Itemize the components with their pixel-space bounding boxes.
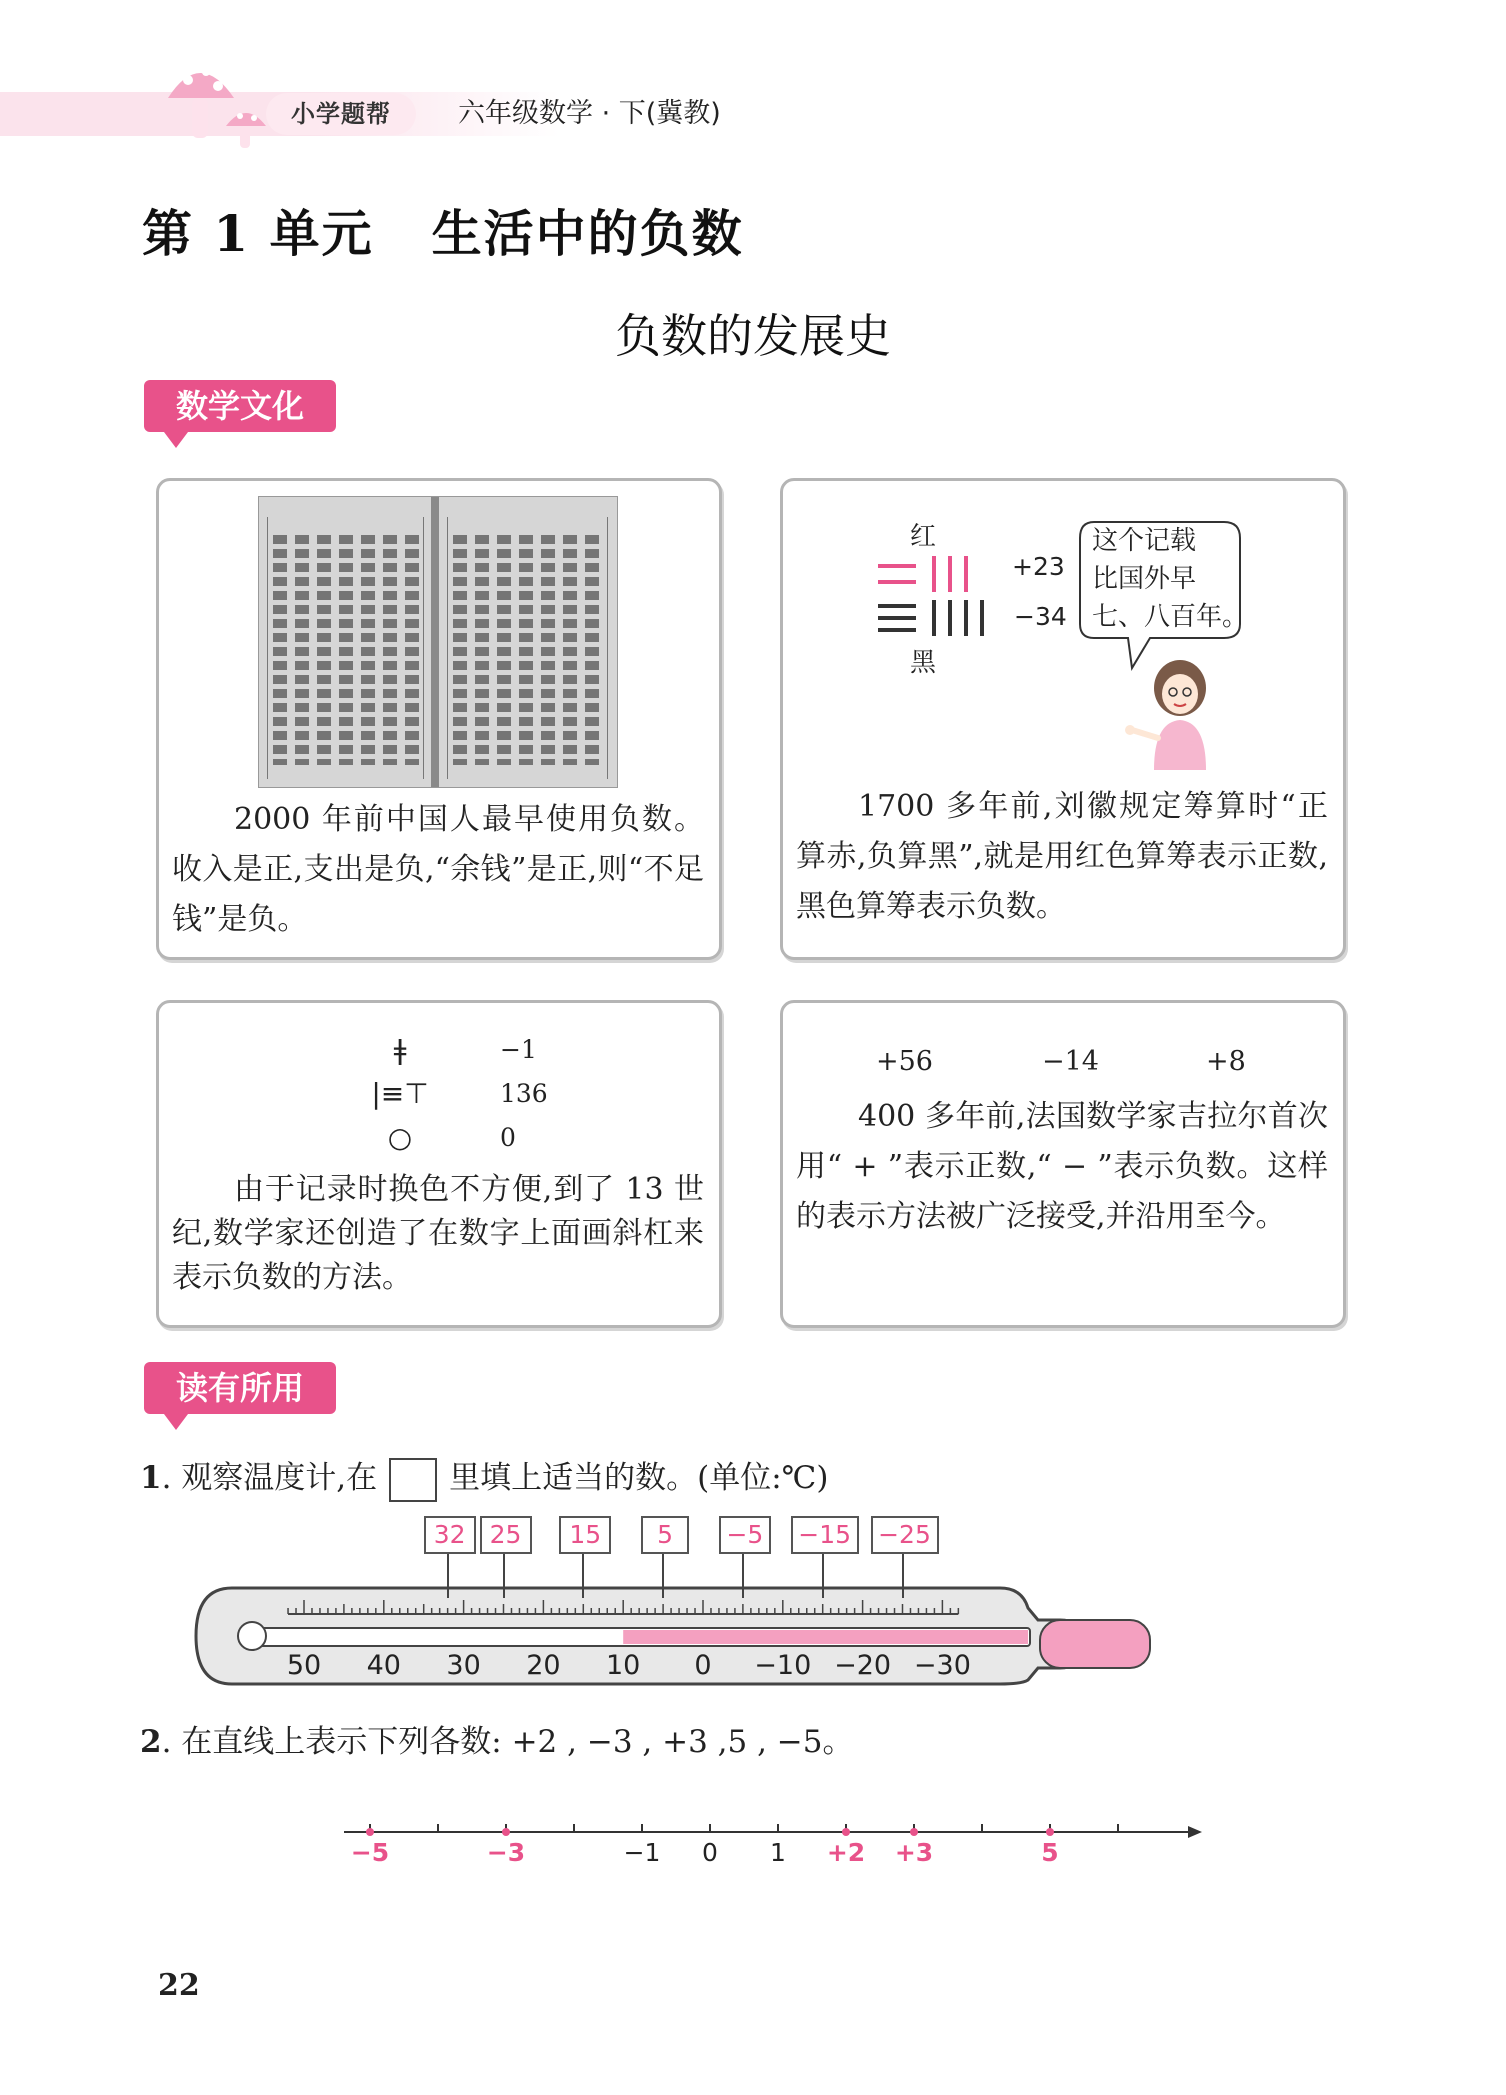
example-plus8: +8 [1206, 1046, 1246, 1077]
question1-text: 1. 观察温度计,在 里填上适当的数。(单位:℃) [140, 1452, 828, 1502]
answer-box[interactable]: −25 [871, 1516, 939, 1554]
number-line-point [1046, 1828, 1054, 1836]
card1-text: 2000 年前中国人最早使用负数。收入是正,支出是负,“余钱”是正,则“不足钱”是负。 [172, 802, 704, 937]
ancient-book-image [258, 496, 618, 788]
symbol-neg1: ǂ [393, 1033, 407, 1066]
scale-label: 10 [606, 1650, 641, 1681]
scale-label: 20 [526, 1650, 561, 1681]
number-line-point [366, 1828, 374, 1836]
scale-label: −10 [754, 1650, 812, 1681]
scale-label: −20 [834, 1650, 892, 1681]
mushroom-logo-icon [160, 54, 280, 154]
answer-leader-line [902, 1554, 904, 1598]
number-line-label: 5 [1041, 1838, 1059, 1867]
subject-title: 六年级数学 · 下(冀教) [458, 98, 721, 129]
page-number: 22 [158, 1968, 200, 2003]
number-line-label: 1 [770, 1838, 786, 1867]
number-line-label: −3 [486, 1838, 526, 1867]
number-line-point [502, 1828, 510, 1836]
red-label: 红 [910, 522, 937, 552]
symbol-136: |≡⊤ [371, 1077, 429, 1110]
value-0: 0 [500, 1123, 516, 1152]
unit-heading [142, 194, 744, 266]
mercury-column [623, 1630, 1028, 1644]
red-value: +23 [1012, 552, 1065, 581]
number-line-label: −1 [623, 1838, 661, 1867]
scale-label: 30 [446, 1650, 481, 1681]
series-tag: 小学题帮 [266, 93, 416, 135]
example-plus56: +56 [876, 1046, 933, 1077]
answer-box[interactable]: 32 [424, 1516, 476, 1554]
number-line-label: −5 [350, 1838, 390, 1867]
answer-box-sample [389, 1458, 437, 1502]
card2-text: 1700 多年前,刘徽规定筹算时“正算赤,负算黑”,就是用红色算筹表示正数,黑色算筹表示负数。 [796, 789, 1328, 924]
black-value: −34 [1014, 602, 1067, 631]
unit-title: 生活中的负数 [431, 204, 744, 263]
answer-leader-line [822, 1554, 824, 1598]
value-136: 136 [500, 1079, 548, 1108]
speech-text: 这个记载 比国外早 七、八百年。 [1092, 526, 1249, 632]
question2-text: 2. 在直线上表示下列各数: +2 , −3 , +3 ,5 , −5。 [140, 1724, 854, 1760]
card4-text: 400 多年前,法国数学家吉拉尔首次用“ + ”表示正数,“ − ”表示负数。这样的表示方法被广泛接受,并沿用至今。 [796, 1099, 1328, 1234]
number-line-label: +3 [894, 1838, 934, 1867]
rod-values [500, 1028, 548, 1160]
answer-box[interactable]: 15 [559, 1516, 611, 1554]
example-minus14: −14 [1042, 1046, 1099, 1077]
number-line-point [910, 1828, 918, 1836]
scale-label: −30 [913, 1650, 971, 1681]
answer-box[interactable]: −15 [791, 1516, 859, 1554]
teacher-icon [1124, 658, 1224, 770]
answer-leader-line [582, 1554, 584, 1598]
number-line-point [842, 1828, 850, 1836]
answer-box[interactable]: 25 [480, 1516, 532, 1554]
answer-leader-line [742, 1554, 744, 1598]
black-label: 黑 [910, 648, 937, 678]
section-label-culture: 数学文化 [144, 380, 336, 432]
scale-label: 50 [286, 1650, 322, 1681]
symbol-0: ○ [387, 1121, 413, 1154]
topic-title: 负数的发展史 [615, 309, 891, 363]
number-line-label: 0 [702, 1838, 718, 1867]
answer-box[interactable]: −5 [719, 1516, 771, 1554]
number-line-label: +2 [826, 1838, 866, 1867]
rod-symbols [360, 1028, 440, 1160]
arrow-right-icon [1188, 1826, 1202, 1838]
section-label-practice: 读有所用 [144, 1362, 336, 1414]
scale-label: 40 [366, 1650, 401, 1681]
thermometer [180, 1516, 1200, 1696]
answer-leader-line [447, 1554, 449, 1598]
answer-leader-line [662, 1554, 664, 1598]
unit-number: 第 1 单元 [142, 204, 374, 263]
card3-text: 由于记录时换色不方便,到了 13 世纪,数学家还创造了在数字上面画斜杠来表示负数的方法。 [172, 1172, 704, 1295]
answer-box[interactable]: 5 [641, 1516, 689, 1554]
scale-label: 0 [694, 1650, 712, 1681]
answer-leader-line [503, 1554, 505, 1598]
value-neg1: −1 [500, 1035, 537, 1064]
